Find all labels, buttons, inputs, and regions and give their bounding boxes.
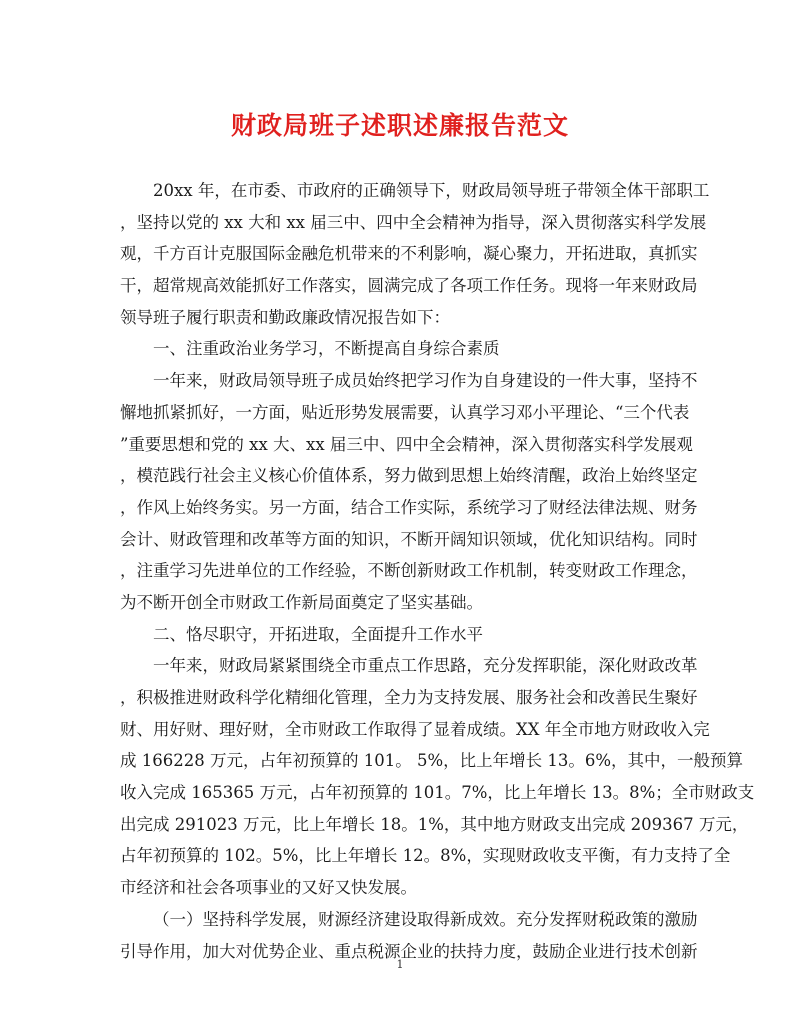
body-line: 会计、财政管理和改革等方面的知识，不断开阔知识领域，优化知识结构。同时	[120, 529, 698, 549]
page-number: 1	[396, 958, 404, 971]
body-line: 领导班子履行职责和勤政廉政情况报告如下：	[120, 307, 450, 327]
body-line: 引导作用，加大对优势企业、重点税源企业的扶持力度，鼓励企业进行技术创新	[120, 941, 698, 961]
body-line: 一年来，财政局紧紧围绕全市重点工作思路，充分发挥职能，深化财政改革	[153, 656, 698, 676]
body-line: 占年初预算的 102。5%，比上年增长 12。8%，实现财政收支平衡，有力支持了全	[120, 846, 731, 866]
body-line: 出完成 291023 万元，比上年增长 18。1%，其中地方财政支出完成 209367 万元，	[120, 814, 749, 834]
body-line: ，坚持以党的 xx 大和 xx 届三中、四中全会精神为指导，深入贯彻落实科学发展	[120, 212, 707, 232]
body-line: 懈地抓紧抓好，一方面，贴近形势发展需要，认真学习邓小平理论、“三个代表	[120, 402, 690, 422]
body-line: 收入完成 165365 万元，占年初预算的 101。7%，比上年增长 13。8%；全市财政支	[120, 783, 755, 803]
body-line: 为不断开创全市财政工作新局面奠定了坚实基础。	[120, 592, 483, 612]
body-line: ，模范践行社会主义核心价值体系，努力做到思想上始终清醒，政治上始终坚定	[120, 466, 698, 486]
body-line: ，注重学习先进单位的工作经验，不断创新财政工作机制，转变财政工作理念，	[120, 561, 698, 581]
body-line: 观，千方百计克服国际金融危机带来的不利影响，凝心聚力，开拓进取，真抓实	[120, 244, 698, 264]
body-line: 一、注重政治业务学习，不断提高自身综合素质	[153, 339, 500, 359]
body-line: 成 166228 万元，占年初预算的 101。 5%，比上年增长 13。6%，其中，一般预算	[120, 751, 744, 771]
body-line: 二、恪尽职守，开拓进取，全面提升工作水平	[153, 624, 483, 644]
body-line: ，作风上始终务实。另一方面，结合工作实际，系统学习了财经法律法规、财务	[120, 497, 698, 517]
body-line: 一年来，财政局领导班子成员始终把学习作为自身建设的一件大事，坚持不	[153, 371, 698, 391]
body-line: （一）坚持科学发展，财源经济建设取得新成效。充分发挥财税政策的激励	[153, 909, 698, 929]
body-line: ，积极推进财政科学化精细化管理，全力为支持发展、服务社会和改善民生聚好	[120, 688, 698, 707]
body-line: 市经济和社会各项事业的又好又快发展。	[120, 878, 417, 898]
document-body	[120, 175, 755, 967]
document-title: 财政局班子述职述廉报告范文	[230, 111, 569, 140]
body-line: 财、用好财、理好财，全市财政工作取得了显着成绩。XX 年全市地方财政收入完	[120, 719, 710, 739]
body-line: 20xx 年，在市委、市政府的正确领导下，财政局领导班子带领全体干部职工	[153, 181, 710, 200]
body-line: ”重要思想和党的 xx 大、xx 届三中、四中全会精神，深入贯彻落实科学发展观	[120, 434, 693, 454]
body-line: 干，超常规高效能抓好工作落实，圆满完成了各项工作任务。现将一年来财政局	[120, 276, 698, 296]
